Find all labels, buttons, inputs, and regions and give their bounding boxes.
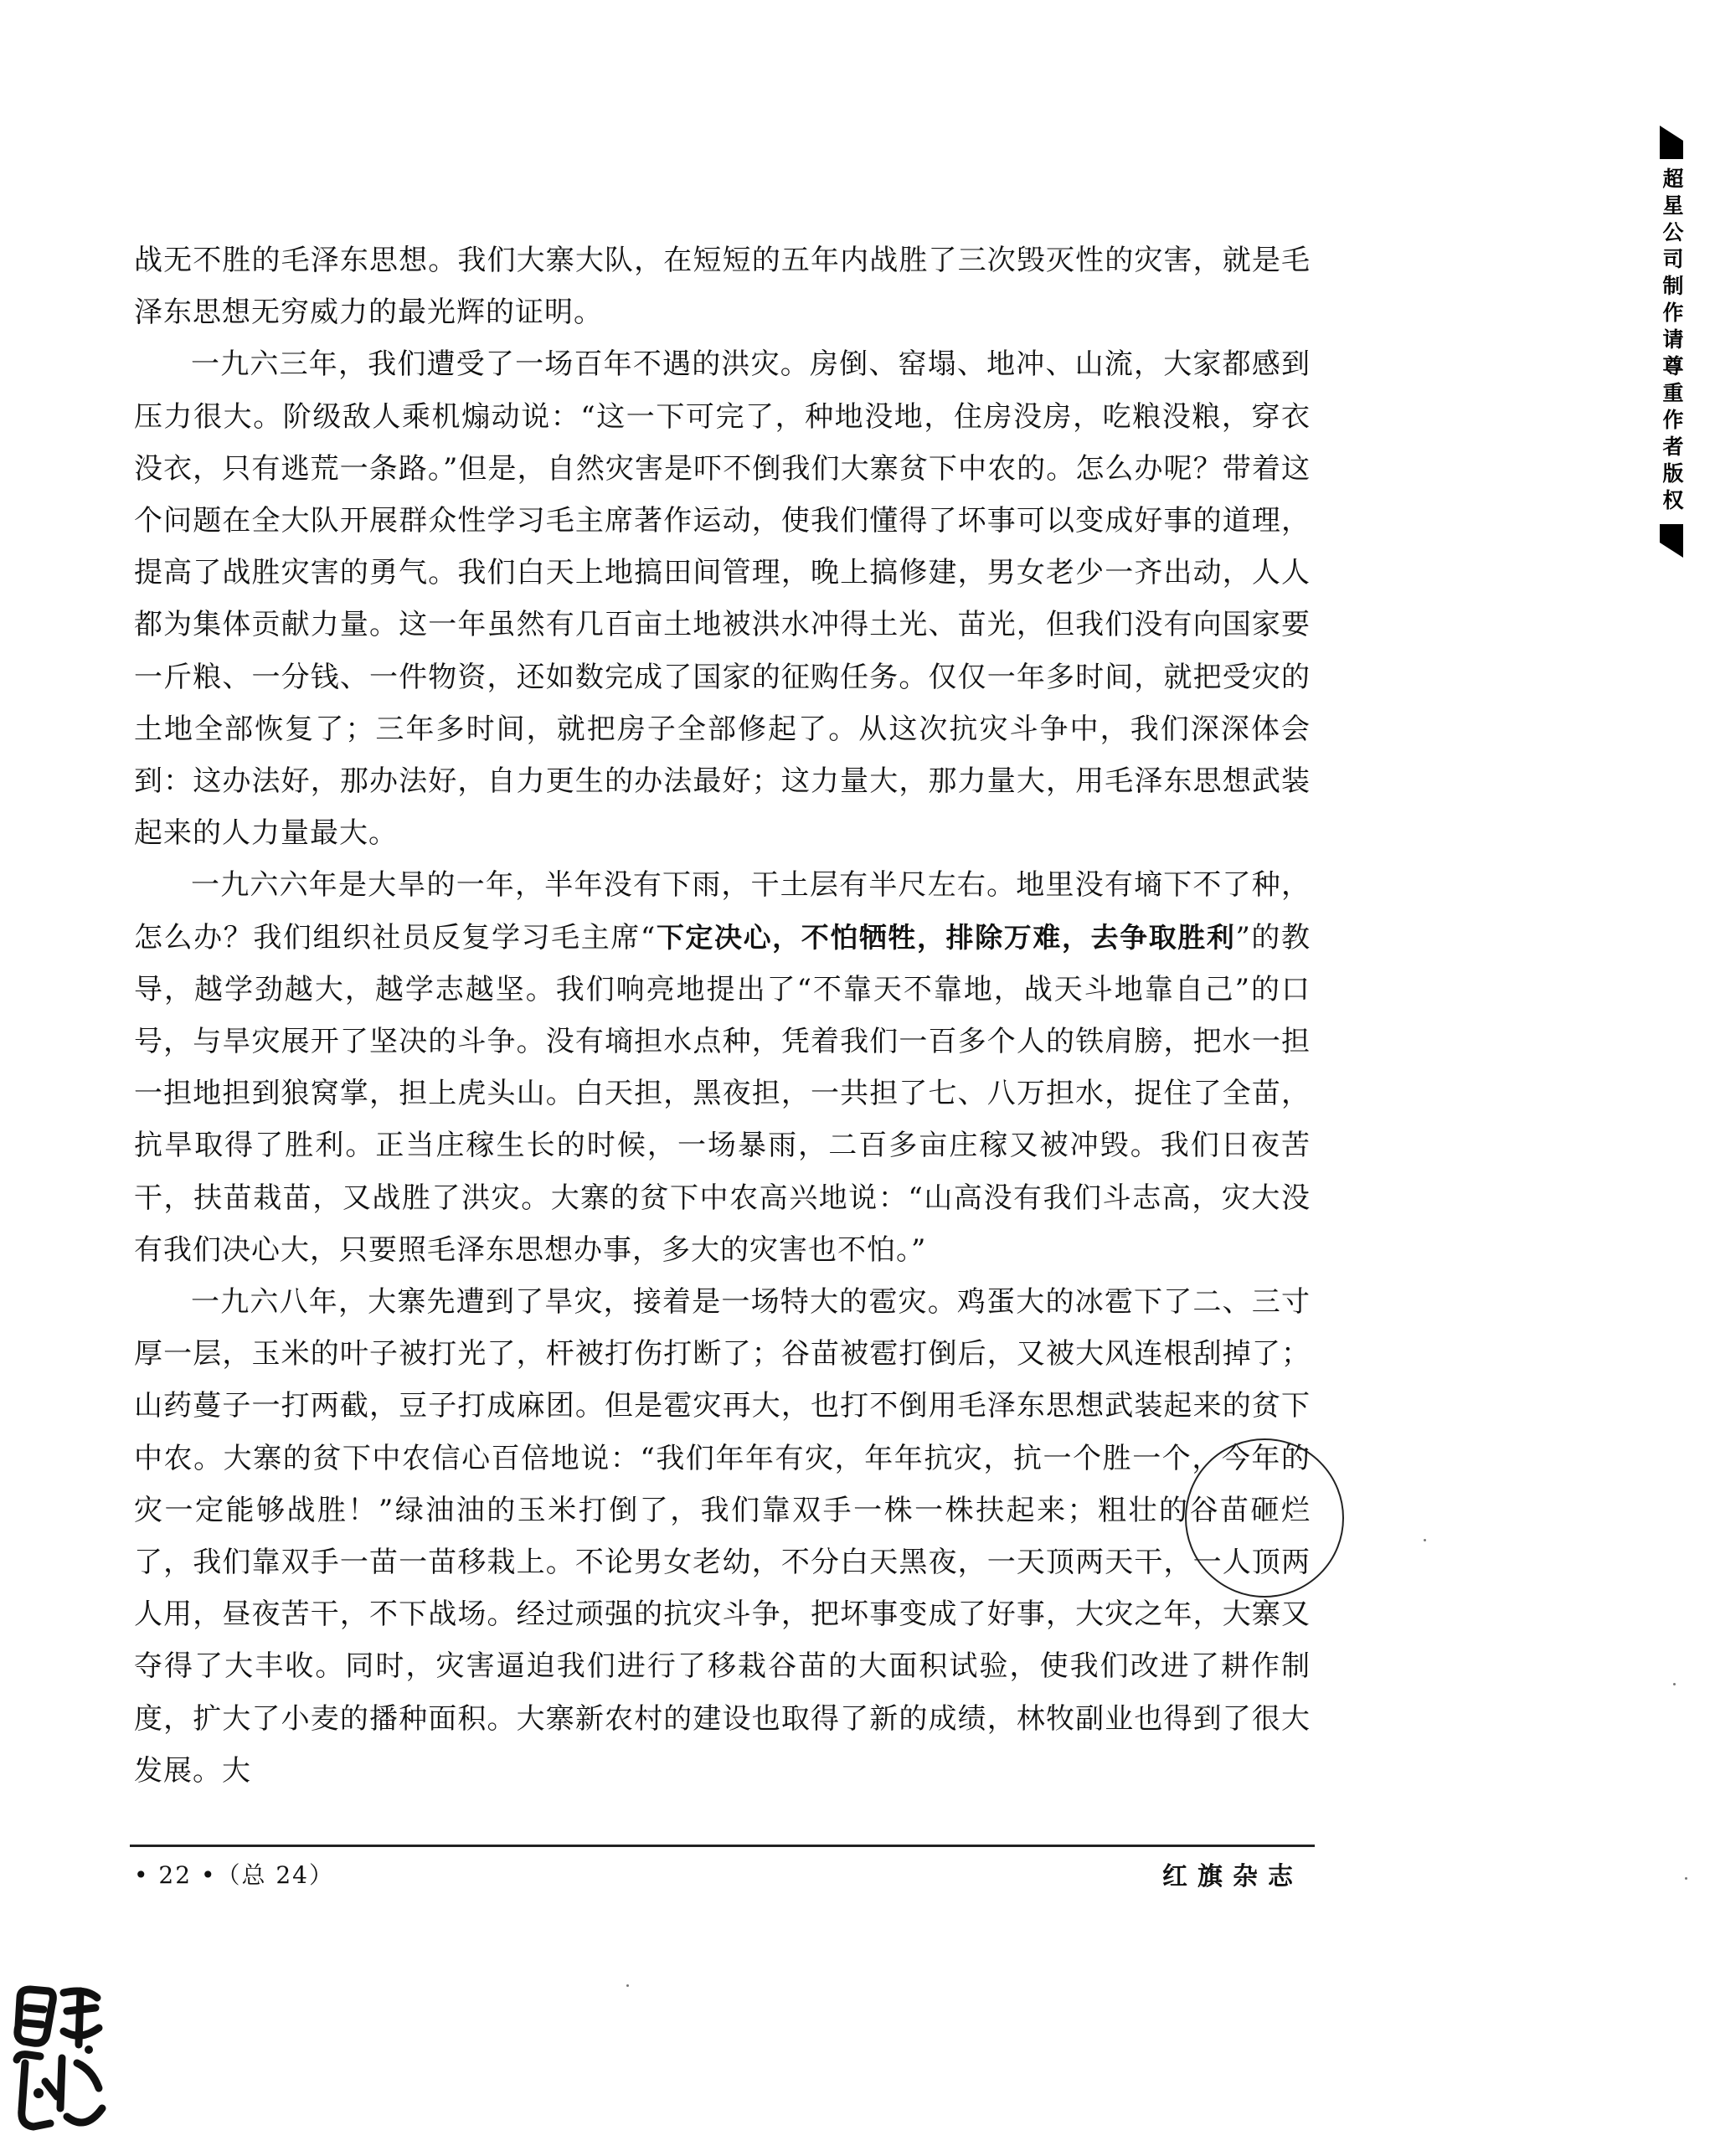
- paragraph: [134, 234, 1311, 338]
- side-bar-bottom: [1660, 524, 1683, 558]
- page-number: • 22 •（总 24）: [134, 1861, 334, 1889]
- paragraph: [134, 859, 1311, 1276]
- paragraph: [134, 338, 1311, 859]
- copyright-text: 超星公司制作请尊重作者版权: [1660, 167, 1684, 516]
- article-body: [134, 234, 1311, 1797]
- paragraph: [134, 1276, 1311, 1797]
- paragraph-text: ”的教导，越学劲越大，越学志越坚。我们响亮地提出了“不靠天不靠地，战天斗地靠自己”的口号，与旱灾展开了坚决的斗争。没有墒担水点种，凭着我们一百多个人的铁肩膀，把水一担一担地担到狼窝掌，担上虎头山。白天担，黑夜担，一共担了七、八万担水，捉住了全苗，抗旱取得了胜利。正当庄稼生长的时候，一场暴雨，二百多亩庄稼又被冲毁。我们日夜苦干，扶苗栽苗，又战胜了洪灾。大寨的贫下中农高兴地说：“山高没有我们斗志高，灾大没有我们决心大，只要照毛泽东思想办事，多大的灾害也不怕。”: [134, 920, 1311, 1267]
- paragraph-text: 战无不胜的毛泽东思想。我们大寨大队，在短短的五年内战胜了三次毁灭性的灾害，就是毛泽东思想无穷威力的最光辉的证明。: [134, 244, 1311, 330]
- scan-speck: [1685, 1877, 1687, 1880]
- footer-rule: [130, 1845, 1315, 1847]
- scan-speck: [1673, 1683, 1676, 1685]
- scan-speck: [1424, 1539, 1426, 1541]
- copyright-side-note: [1655, 126, 1688, 558]
- scan-speck: [626, 1984, 629, 1987]
- journal-name: 红旗杂志: [1162, 1862, 1303, 1891]
- emphasized-quote: 下定决心，不怕牺牲，排除万难，去争取胜利: [656, 920, 1236, 954]
- paragraph-text: 一九六八年，大寨先遭到了旱灾，接着是一场特大的雹灾。鸡蛋大的冰雹下了二、三寸厚一层，玉米的叶子被打光了，杆被打伤打断了；谷苗被雹打倒后，又被大风连根刮掉了；山药蔓子一打两截，豆子打成麻团。但是雹灾再大，也打不倒用毛泽东思想武装起来的贫下中农。大寨的贫下中农信心百倍地说：“我们年年有灾，年年抗灾，抗一个胜一个，今年的灾一定能够战胜！”绿油油的玉米打倒了，我们靠双手一株一株扶起来；粗壮的谷苗砸烂了，我们靠双手一苗一苗移栽上。不论男女老幼，不分白天黑夜，一天顶两天干，一人顶两人用，昼夜苦干，不下战场。经过顽强的抗灾斗争，把坏事变成了好事，大灾之年，大寨又夺得了大丰收。同时，灾害逼迫我们进行了移栽谷苗的大面积试验，使我们改进了耕作制度，扩大了小麦的播种面积。大寨新农村的建设也取得了新的成绩，林牧副业也得到了很大发展。大: [134, 1285, 1311, 1788]
- paragraph-text: 一九六三年，我们遭受了一场百年不遇的洪灾。房倒、窑塌、地冲、山流，大家都感到压力很大。阶级敌人乘机煽动说：“这一下可完了，种地没地，住房没房，吃粮没粮，穿衣没衣，只有逃荒一条路。”但是，自然灾害是吓不倒我们大寨贫下中农的。怎么办呢？带着这个问题在全大队开展群众性学习毛主席著作运动，使我们懂得了坏事可以变成好事的道理，提高了战胜灾害的勇气。我们白天上地搞田间管理，晚上搞修建，男女老少一齐出动，人人都为集体贡献力量。这一年虽然有几百亩土地被洪水冲得土光、苗光，但我们没有向国家要一斤粮、一分钱、一件物资，还如数完成了国家的征购任务。仅仅一年多时间，就把受灾的土地全部恢复了；三年多时间，就把房子全部修起了。从这次抗灾斗争中，我们深深体会到：这办法好，那办法好，自力更生的办法最好；这力量大，那力量大，用毛泽东思想武装起来的人力量最大。: [134, 347, 1311, 851]
- paragraph-text: 一九六六年是大旱的一年，半年没有下雨，干土层有半尺左右。地里没有墒下不了种，怎么办？我们组织社员反复学习毛主席“: [134, 868, 1311, 955]
- side-bar-top: [1660, 126, 1683, 159]
- seal-stamp-icon: [8, 1983, 109, 2138]
- hand-drawn-circle: [1185, 1438, 1344, 1598]
